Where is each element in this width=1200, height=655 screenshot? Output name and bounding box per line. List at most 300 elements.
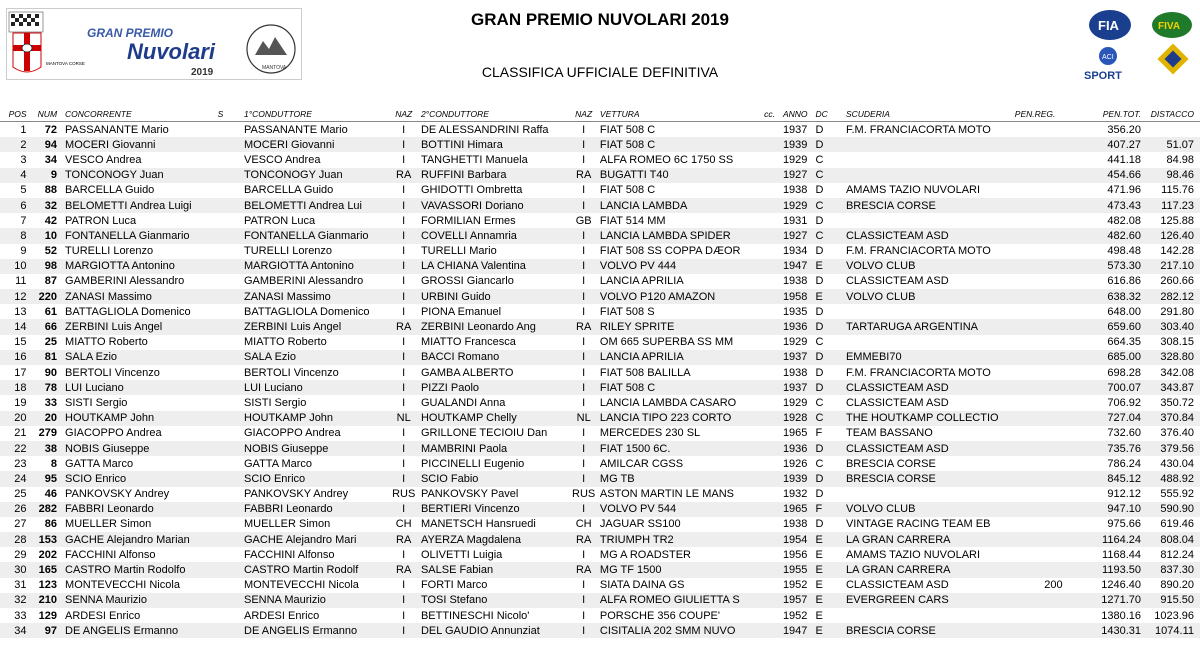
cell-vettura: SIATA DAINA GS [599, 579, 685, 592]
cell-concorrente: FACCHINI Alfonso [65, 548, 156, 561]
cell-s [216, 593, 242, 608]
cell-pos: 28 [0, 532, 33, 547]
cell-vettura: FIAT 508 C [599, 123, 656, 136]
cell-pentot: 638.32 [1094, 289, 1147, 304]
cell-penreg [1013, 547, 1094, 562]
cell-vettura: MG TF 1500 [598, 562, 746, 577]
cell-pos: 11 [15, 275, 27, 288]
cell-distacco: 98.46 [1147, 168, 1200, 183]
cell-concorrente: MOCERI Giovanni [63, 137, 216, 152]
cell-pentot: 727.04 [1094, 411, 1147, 426]
cell-concorrente: SENNA Maurizio [63, 593, 216, 608]
cell-conduttore2: FORMILIAN Ermes [420, 214, 516, 227]
cell-scuderia: VOLVO CLUB [844, 502, 1013, 517]
cell-pentot: 1380.16 [1101, 609, 1141, 622]
cell-dc: D [813, 441, 844, 456]
cell-cc [746, 335, 781, 350]
mantova-seal-icon [247, 25, 295, 73]
cell-cc [746, 411, 781, 426]
cell-pentot: 1168.44 [1102, 548, 1141, 561]
cell-naz1: RA [388, 319, 419, 334]
cell-naz2: I [569, 623, 597, 638]
cell-concorrente: MARGIOTTA Antonino [63, 259, 216, 274]
cell-anno: 1952 [782, 579, 808, 592]
cell-vettura: ASTON MARTIN LE MANS [599, 488, 734, 501]
cell-cc [746, 456, 781, 471]
cell-distacco: 590.90 [1147, 502, 1200, 517]
cell-pos: 27 [14, 518, 27, 531]
cell-concorrente: BATTAGLIOLA Domenico [65, 305, 191, 318]
cell-penreg [1013, 274, 1094, 289]
cell-dc: C [813, 228, 844, 243]
col-header-conduttore1: 1°CONDUTTORE [242, 107, 388, 122]
cell-conduttore1: PASSANANTE Mario [244, 123, 348, 136]
cell-naz1: I [402, 457, 406, 470]
cell-cc [746, 471, 781, 486]
table-row [0, 456, 1200, 471]
cell-num: 8 [50, 457, 58, 470]
cell-concorrente: MUELLER Simon [65, 518, 152, 531]
cell-concorrente: HOUTKAMP John [63, 411, 216, 426]
cell-s [216, 502, 242, 517]
cell-concorrente: ZERBINI Luis Angel [63, 319, 216, 334]
table-row [0, 623, 1200, 638]
cell-dc: E [813, 562, 844, 577]
cell-dc: D [813, 319, 844, 334]
cell-conduttore1: SALA Ezio [242, 350, 388, 365]
cell-num: 95 [33, 471, 64, 486]
cell-penreg [1013, 623, 1094, 638]
col-header-conduttore2: 2°CONDUTTORE [419, 107, 570, 122]
cell-conduttore1: GIACOPPO Andrea [244, 427, 341, 440]
cell-naz1: I [388, 289, 419, 304]
cell-conduttore1: BARCELLA Guido [244, 184, 334, 197]
cell-concorrente: FONTANELLA Gianmario [63, 228, 216, 243]
results-body [0, 122, 1200, 639]
cell-num: 66 [33, 319, 64, 334]
cell-pentot: 454.66 [1094, 168, 1147, 183]
cell-dc: E [813, 623, 844, 638]
cell-conduttore2: PANKOVSKY Pavel [420, 488, 519, 501]
cell-scuderia: CLASSICTEAM ASD [844, 441, 1013, 456]
cell-anno: 1954 [781, 532, 814, 547]
cell-penreg [1013, 532, 1094, 547]
cell-pentot: 732.60 [1107, 427, 1141, 440]
table-row [0, 244, 1200, 259]
cell-concorrente: TONCONOGY Juan [63, 168, 216, 183]
cell-scuderia [844, 487, 1013, 502]
cell-cc [746, 487, 781, 502]
cell-penreg [1013, 183, 1094, 198]
col-header-num: NUM [33, 107, 64, 122]
cell-anno: 1938 [782, 366, 808, 379]
cell-s [216, 274, 242, 289]
results-table [0, 107, 1200, 638]
cell-naz1: I [402, 427, 406, 440]
cell-anno: 1936 [781, 441, 814, 456]
cell-anno: 1938 [782, 275, 808, 288]
cell-naz1: I [388, 350, 419, 365]
table-row [0, 562, 1200, 577]
cell-naz1: I [388, 502, 419, 517]
cell-conduttore2: TANGHETTI Manuela [420, 153, 528, 166]
cell-pentot: 473.43 [1094, 198, 1147, 213]
cell-scuderia [844, 608, 1013, 623]
cell-cc [746, 502, 781, 517]
cell-scuderia: TARTARUGA ARGENTINA [844, 319, 1013, 334]
cell-cc [746, 608, 781, 623]
cell-scuderia: BRESCIA CORSE [844, 471, 1013, 486]
cell-s [216, 562, 242, 577]
cell-vettura: RILEY SPRITE [598, 319, 746, 334]
table-row [0, 122, 1200, 138]
cell-s [216, 289, 242, 304]
cell-penreg [1013, 411, 1094, 426]
cell-anno: 1956 [782, 548, 808, 561]
cell-dc: D [813, 471, 844, 486]
cell-concorrente: SCIO Enrico [63, 471, 216, 486]
cell-s [216, 183, 242, 198]
cell-conduttore1: VESCO Andrea [244, 153, 321, 166]
table-header-row [0, 107, 1200, 122]
cell-pos: 23 [14, 457, 27, 470]
cell-penreg [1013, 441, 1094, 456]
cell-anno: 1927 [781, 228, 814, 243]
cell-dc: E [813, 259, 844, 274]
cell-num: 9 [33, 168, 64, 183]
cell-s [216, 456, 242, 471]
cell-vettura: FIAT 508 C [598, 380, 746, 395]
cell-distacco: 430.04 [1160, 457, 1194, 470]
cell-dc: E [813, 593, 844, 608]
cell-anno: 1929 [781, 198, 814, 213]
cell-scuderia: F.M. FRANCIACORTA MOTO [845, 245, 991, 258]
cell-anno: 1958 [781, 289, 814, 304]
cell-anno: 1927 [781, 168, 814, 183]
cell-conduttore1: FONTANELLA Gianmario [242, 228, 388, 243]
cell-cc [746, 380, 781, 395]
cell-conduttore1: MOCERI Giovanni [242, 137, 388, 152]
cell-penreg [1013, 198, 1094, 213]
cell-naz1: I [402, 153, 406, 166]
cell-pos: 22 [0, 441, 33, 456]
col-header-dc: DC [813, 107, 844, 122]
cell-conduttore1: ZANASI Massimo [242, 289, 388, 304]
cell-vettura: PORSCHE 356 COUPE' [599, 609, 720, 622]
cell-conduttore2: GRILLONE TECIOIU Dan [420, 427, 548, 440]
cell-anno: 1935 [782, 305, 808, 318]
cell-conduttore2: MANETSCH Hansruedi [420, 518, 536, 531]
cell-s [216, 380, 242, 395]
cell-anno: 1929 [782, 153, 808, 166]
cell-concorrente: SALA Ezio [63, 350, 216, 365]
cell-distacco: 51.07 [1147, 137, 1200, 152]
cell-conduttore1: FABBRI Leonardo [242, 502, 388, 517]
cell-penreg [1013, 228, 1094, 243]
cell-conduttore1: PANKOVSKY Andrey [244, 488, 349, 501]
cell-vettura: JAGUAR SS100 [599, 518, 681, 531]
cell-distacco: 126.40 [1147, 228, 1200, 243]
cell-pos: 12 [0, 289, 33, 304]
cell-anno: 1957 [781, 593, 814, 608]
cell-penreg [1013, 213, 1094, 228]
svg-text:MANTOVA: MANTOVA [262, 65, 287, 71]
cell-pos: 15 [14, 336, 27, 349]
cell-cc [746, 547, 781, 562]
cell-penreg [1013, 487, 1094, 502]
table-row [0, 319, 1200, 334]
cell-conduttore2: HOUTKAMP Chelly [419, 411, 570, 426]
cell-s [216, 547, 242, 562]
cell-pos: 5 [20, 184, 27, 197]
cell-distacco: 115.76 [1161, 184, 1194, 197]
cell-conduttore2: LA CHIANA Valentina [419, 259, 570, 274]
cell-naz2: I [569, 259, 597, 274]
cell-vettura: LANCIA LAMBDA [598, 198, 746, 213]
cell-concorrente: MONTEVECCHI Nicola [65, 579, 180, 592]
table-row [0, 304, 1200, 319]
cell-dc: D [815, 275, 824, 288]
cell-cc [746, 350, 781, 365]
cell-num: 220 [33, 289, 64, 304]
cell-distacco: 812.24 [1160, 548, 1194, 561]
cell-pentot: 573.30 [1094, 259, 1147, 274]
cell-distacco: 1074.11 [1147, 623, 1200, 638]
cell-naz2: RA [569, 168, 597, 183]
cell-anno: 1947 [781, 259, 814, 274]
table-row [0, 411, 1200, 426]
cell-s [216, 213, 242, 228]
cell-concorrente: ZANASI Massimo [63, 289, 216, 304]
cell-conduttore1: TURELLI Lorenzo [244, 245, 333, 258]
cell-conduttore1: LUI Luciano [242, 380, 388, 395]
cell-pos: 1 [20, 123, 27, 136]
cell-pentot: 845.12 [1094, 471, 1147, 486]
cell-dc: E [815, 548, 823, 561]
cell-conduttore1: HOUTKAMP John [242, 411, 388, 426]
cell-vettura: FIAT 508 S [599, 305, 655, 318]
cell-penreg [1013, 137, 1094, 152]
cell-scuderia: TEAM BASSANO [845, 427, 933, 440]
table-row [0, 441, 1200, 456]
table-row [0, 152, 1200, 167]
cell-num: 33 [44, 396, 58, 409]
cell-pentot: 659.60 [1094, 319, 1147, 334]
svg-text:FIA: FIA [1098, 18, 1119, 33]
cell-naz2: I [569, 137, 597, 152]
cell-naz2: I [582, 305, 586, 318]
cell-conduttore1: BERTOLI Vincenzo [244, 366, 339, 379]
cell-distacco: 555.92 [1160, 488, 1194, 501]
cell-num: 42 [44, 214, 58, 227]
cell-pentot: 356.20 [1107, 123, 1141, 136]
cell-naz2: I [582, 427, 586, 440]
cell-anno: 1934 [782, 245, 808, 258]
table-row [0, 547, 1200, 562]
table-row [0, 502, 1200, 517]
cell-naz2: I [582, 396, 586, 409]
cell-concorrente: CASTRO Martin Rodolfo [63, 562, 216, 577]
cell-dc: D [815, 184, 824, 197]
cell-s [216, 395, 242, 410]
cell-num: 25 [44, 336, 58, 349]
cell-vettura: LANCIA LAMBDA SPIDER [598, 228, 746, 243]
cell-distacco: 125.88 [1160, 214, 1194, 227]
cell-naz1: I [402, 548, 406, 561]
cell-scuderia: VOLVO CLUB [844, 289, 1013, 304]
cell-penreg [1013, 380, 1094, 395]
cell-scuderia: BRESCIA CORSE [844, 198, 1013, 213]
cell-naz2: I [582, 609, 586, 622]
cell-naz2: NL [569, 411, 597, 426]
cell-dc: D [815, 123, 824, 136]
cell-naz1: I [402, 609, 406, 622]
cell-scuderia [844, 213, 1013, 228]
cell-naz2: I [569, 289, 597, 304]
cell-cc [746, 168, 781, 183]
cell-s [216, 137, 242, 152]
cell-naz2: I [569, 593, 597, 608]
cell-naz1: I [388, 137, 419, 152]
cell-naz2: RA [569, 532, 597, 547]
cell-anno: 1955 [781, 562, 814, 577]
event-logo [6, 8, 302, 80]
page-title: GRAN PREMIO NUVOLARI 2019 [471, 10, 729, 29]
cell-conduttore1: ZERBINI Luis Angel [242, 319, 388, 334]
cell-scuderia: VINTAGE RACING TEAM EB [845, 518, 991, 531]
cell-s [216, 319, 242, 334]
cell-cc [746, 228, 781, 243]
cell-vettura: ALFA ROMEO 6C 1750 SS [599, 153, 734, 166]
cell-conduttore2: DE ALESSANDRINI Raffa [420, 123, 549, 136]
cell-pos: 9 [20, 245, 27, 258]
cell-pentot: 698.28 [1107, 366, 1141, 379]
svg-text:FIVA: FIVA [1158, 21, 1181, 32]
cell-penreg [1013, 304, 1094, 319]
cell-distacco: 342.08 [1160, 366, 1194, 379]
cell-conduttore2: MAMBRINI Paola [419, 441, 570, 456]
cell-cc [746, 152, 781, 167]
cell-vettura: FIAT 514 MM [599, 214, 666, 227]
cell-anno: 1965 [782, 427, 808, 440]
cell-anno: 1926 [782, 457, 808, 470]
cell-pentot: 1430.31 [1094, 623, 1147, 638]
cell-distacco: 379.56 [1147, 441, 1200, 456]
cell-conduttore2: URBINI Guido [419, 289, 570, 304]
cell-concorrente: VESCO Andrea [65, 153, 142, 166]
cell-s [216, 532, 242, 547]
cell-num: 52 [44, 245, 58, 258]
col-header-distacco: DISTACCO [1147, 107, 1200, 122]
cell-vettura: OM 665 SUPERBA SS MM [599, 336, 734, 349]
cell-conduttore2: BACCI Romano [419, 350, 570, 365]
cell-scuderia: CLASSICTEAM ASD [845, 396, 949, 409]
cell-scuderia: AMAMS TAZIO NUVOLARI [845, 548, 981, 561]
cell-cc [746, 198, 781, 213]
cell-dc: D [815, 245, 824, 258]
cell-num: 10 [33, 228, 64, 243]
cell-dc: C [813, 198, 844, 213]
cell-pos: 8 [0, 228, 33, 243]
cell-dc: D [813, 137, 844, 152]
cell-distacco: 837.30 [1147, 562, 1200, 577]
cell-naz2: I [582, 457, 586, 470]
cell-naz1: I [388, 623, 419, 638]
cell-vettura: LANCIA APRILIA [599, 275, 684, 288]
cell-conduttore1: CASTRO Martin Rodolf [242, 562, 388, 577]
cell-num: 72 [44, 123, 58, 136]
cell-concorrente: PATRON Luca [65, 214, 137, 227]
cell-concorrente: BELOMETTI Andrea Luigi [63, 198, 216, 213]
cell-naz1: RA [388, 532, 419, 547]
cell-distacco: 142.28 [1160, 245, 1194, 258]
cell-s [216, 244, 242, 259]
fia-logo-icon [1089, 10, 1131, 40]
col-header-concorrente: CONCORRENTE [63, 107, 216, 122]
cell-anno: 1938 [782, 518, 808, 531]
cell-conduttore1: ARDESI Enrico [244, 609, 320, 622]
cell-penreg [1013, 608, 1094, 623]
cell-distacco: 260.66 [1160, 275, 1194, 288]
cell-concorrente: TURELLI Lorenzo [65, 245, 154, 258]
cell-penreg [1013, 122, 1094, 138]
table-row [0, 228, 1200, 243]
cell-vettura: MG A ROADSTER [599, 548, 691, 561]
cell-s [216, 426, 242, 441]
cell-pentot: 482.60 [1094, 228, 1147, 243]
fiva-logo-icon [1152, 12, 1192, 38]
cell-pos: 34 [0, 623, 33, 638]
cell-conduttore2: ZERBINI Leonardo Ang [419, 319, 570, 334]
cell-conduttore1: GAMBERINI Alessandro [244, 275, 364, 288]
cell-penreg [1013, 395, 1094, 410]
cell-conduttore2: GROSSI Giancarlo [420, 275, 514, 288]
cell-scuderia: CLASSICTEAM ASD [845, 579, 949, 592]
cell-conduttore1: BATTAGLIOLA Domenico [244, 305, 370, 318]
cell-num: 38 [33, 441, 64, 456]
table-row [0, 213, 1200, 228]
table-row [0, 137, 1200, 152]
cell-cc [746, 137, 781, 152]
cell-naz2: CH [575, 518, 592, 531]
cell-cc [746, 183, 781, 198]
cell-vettura: FIAT 508 BALILLA [599, 366, 691, 379]
cell-scuderia: EMMEBI70 [844, 350, 1013, 365]
cell-pos: 18 [0, 380, 33, 395]
cell-scuderia: CLASSICTEAM ASD [845, 275, 949, 288]
cell-scuderia: F.M. FRANCIACORTA MOTO [845, 123, 991, 136]
cell-s [216, 487, 242, 502]
mantova-corse-shield-icon [9, 12, 43, 72]
cell-distacco: 370.84 [1147, 411, 1200, 426]
cell-penreg [1013, 426, 1094, 441]
cell-distacco: 808.04 [1147, 532, 1200, 547]
cell-conduttore1: MIATTO Roberto [244, 336, 327, 349]
cell-conduttore1: DE ANGELIS Ermanno [242, 623, 388, 638]
cell-penreg [1013, 319, 1094, 334]
cell-naz1: I [388, 441, 419, 456]
cell-conduttore1: MONTEVECCHI Nicola [244, 579, 359, 592]
cell-pentot: 975.66 [1107, 518, 1141, 531]
cell-num: 87 [44, 275, 58, 288]
svg-text:2019: 2019 [191, 67, 214, 78]
svg-text:Nuvolari: Nuvolari [127, 39, 216, 64]
cell-naz2: GB [575, 214, 592, 227]
cell-naz1: CH [395, 518, 412, 531]
page-subtitle: CLASSIFICA UFFICIALE DEFINITIVA [481, 64, 719, 80]
cell-scuderia: BRESCIA CORSE [845, 457, 936, 470]
cell-anno: 1937 [782, 123, 808, 136]
